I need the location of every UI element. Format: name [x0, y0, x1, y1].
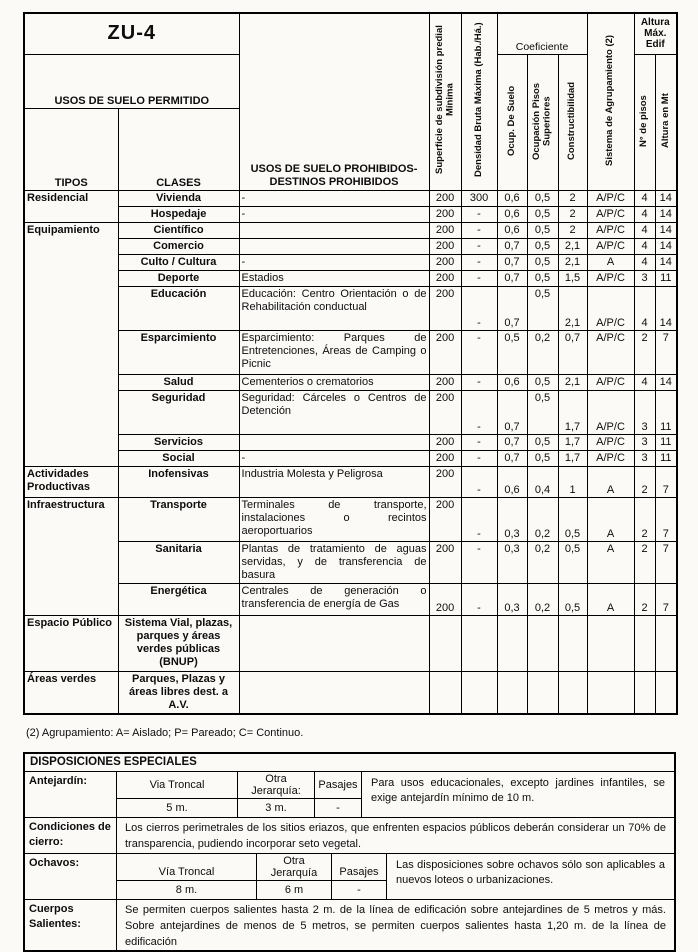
value-cell: 0,5: [558, 541, 587, 583]
value-cell: 1,5: [558, 270, 587, 286]
value-cell: 0,5: [527, 238, 558, 254]
prohibidos-cell: -: [239, 254, 429, 270]
value-cell: 0,5: [527, 286, 558, 330]
value-cell: 2: [634, 466, 655, 497]
column-header-constructibilidad: [558, 54, 587, 190]
value-cell: 2: [558, 206, 587, 222]
antejardin-body: [117, 772, 674, 817]
zoning-row: [24, 541, 677, 583]
clase-cell: Servicios: [118, 434, 239, 450]
zoning-row: [24, 583, 677, 615]
clase-cell: Vivienda: [118, 190, 239, 206]
tipo-cell: Residencial: [24, 190, 118, 222]
subheader-via-troncal: Via Troncal: [117, 772, 238, 798]
prohibidos-cell: [239, 671, 429, 714]
value-cell: -: [461, 583, 497, 615]
value-cell: 0,5: [527, 206, 558, 222]
cuerpos-salientes-label: Cuerpos Salientes:: [25, 900, 117, 950]
value-cell: A/P/C: [587, 286, 634, 330]
column-header-altura-mt: [655, 54, 677, 190]
zoning-row: [24, 466, 677, 497]
zoning-row: [24, 615, 677, 671]
value-cell: 0,2: [527, 583, 558, 615]
value-cell: A/P/C: [587, 190, 634, 206]
column-header-tipos: TIPOS: [24, 108, 118, 190]
subheader-pasajes: Pasajes: [315, 772, 362, 798]
value-cell: 0,6: [497, 374, 527, 390]
value-cell: 0,2: [527, 330, 558, 374]
value-cell: 4: [634, 222, 655, 238]
value-cell: 0,3: [497, 583, 527, 615]
value-cell: 200: [429, 238, 461, 254]
value-cell: 0,5: [527, 222, 558, 238]
value-cell: 0,7: [497, 254, 527, 270]
value-cell: 0,6: [497, 190, 527, 206]
value-cell: -: [461, 330, 497, 374]
tipo-cell: Infraestructura: [24, 497, 118, 615]
value-cell: 14: [655, 238, 677, 254]
column-header-superficie-label: Superficie de subdivisión predial Mínima: [433, 25, 456, 175]
value-cell: 4: [634, 286, 655, 330]
value-cell: 1: [558, 466, 587, 497]
condiciones-cierro-text: Los cierros perimetrales de los sitios eriazos, que enfrenten espacios públicos deberán considerar un 70% de transparencia, pudiendo incorporar seto vegetal.: [125, 822, 666, 850]
value-cell: -: [461, 466, 497, 497]
value-cell: 0,7: [497, 434, 527, 450]
column-header-constructibilidad-label: Constructibilidad: [566, 81, 578, 160]
prohibidos-cell: Plantas de tratamiento de aguas servidas, y de transferencia de basura: [239, 541, 429, 583]
value-cell: 14: [655, 206, 677, 222]
row-ochavos: [25, 854, 674, 900]
condiciones-cierro-label: Condiciones de cierro:: [25, 818, 117, 853]
value-cell: 2,1: [558, 238, 587, 254]
value-cell: 4: [634, 254, 655, 270]
value-cell: [634, 615, 655, 671]
value-cell: 200: [429, 450, 461, 466]
zoning-row: [24, 238, 677, 254]
value-cell: 0,2: [527, 497, 558, 541]
value-cell: 0,5: [527, 450, 558, 466]
prohibidos-cell: Terminales de transporte, instalaciones o recintos aeroportuarios: [239, 497, 429, 541]
value-cell: [461, 615, 497, 671]
zoning-table-body: [24, 190, 677, 714]
value-cell: 200: [429, 541, 461, 583]
row-antejardin: [25, 772, 674, 818]
prohibidos-cell: Cementerios o crematorios: [239, 374, 429, 390]
column-header-ocup-suelo-label: Ocup. De Suelo: [505, 85, 517, 156]
column-header-prohibidos: USOS DE SUELO PROHIBIDOS-DESTINOS PROHIBIDOS: [239, 13, 429, 190]
value-cell: 14: [655, 286, 677, 330]
zoning-row: [24, 286, 677, 330]
value-cell: [587, 671, 634, 714]
value-cell: 0,7: [497, 390, 527, 434]
value-cell: A/P/C: [587, 434, 634, 450]
zoning-row: [24, 434, 677, 450]
value-cell: 0,5: [497, 330, 527, 374]
antejardin-subtable: [117, 772, 362, 817]
tipo-cell: Equipamiento: [24, 222, 118, 466]
prohibidos-cell: [239, 238, 429, 254]
disposiciones-table: [23, 752, 676, 952]
value-cell: 0,5: [527, 270, 558, 286]
value-cell: -: [461, 497, 497, 541]
column-header-superficie: [429, 13, 461, 190]
value-cell: 3: [634, 390, 655, 434]
value-cell: 11: [655, 450, 677, 466]
value-cell: [655, 671, 677, 714]
value-cell: A/P/C: [587, 222, 634, 238]
value-cell: 1,7: [558, 434, 587, 450]
value-cell: 14: [655, 190, 677, 206]
value-cell: 2: [558, 190, 587, 206]
value-cell: 11: [655, 270, 677, 286]
value-cell: 11: [655, 390, 677, 434]
value-cell: 0,5: [558, 583, 587, 615]
clase-cell: Deporte: [118, 270, 239, 286]
column-header-agrupamiento-label: Sistema de Agrupamiento (2): [604, 34, 616, 166]
value-cell: 0,5: [527, 254, 558, 270]
value-cell: [527, 671, 558, 714]
value-cell: -: [461, 434, 497, 450]
value-cell: [497, 671, 527, 714]
prohibidos-cell: Industria Molesta y Peligrosa: [239, 466, 429, 497]
value-cell: [558, 671, 587, 714]
value-cell: -: [461, 374, 497, 390]
zoning-row: [24, 190, 677, 206]
value-cell: -: [461, 222, 497, 238]
value-cell: 2,1: [558, 286, 587, 330]
value-cell: -: [461, 270, 497, 286]
value-cell: 0,3: [497, 497, 527, 541]
value-cell: 0,7: [497, 286, 527, 330]
prohibidos-cell: [239, 615, 429, 671]
value-cell: 7: [655, 541, 677, 583]
value-cell: 200: [429, 286, 461, 330]
ochavos-subtable-headers: [117, 854, 387, 881]
prohibidos-cell: [239, 434, 429, 450]
value-cell: 200: [429, 254, 461, 270]
ochavos-label: Ochavos:: [25, 854, 117, 899]
clase-cell: Energética: [118, 583, 239, 615]
value-cell: 4: [634, 238, 655, 254]
value-cell: A: [587, 583, 634, 615]
tipo-cell: Espacio Público: [24, 615, 118, 671]
value-cell: 2: [634, 497, 655, 541]
value-cell: 200: [429, 434, 461, 450]
value-cell: [429, 615, 461, 671]
clase-cell: Esparcimiento: [118, 330, 239, 374]
clase-cell: Seguridad: [118, 390, 239, 434]
value-cell: A/P/C: [587, 238, 634, 254]
value-cell: -: [461, 390, 497, 434]
value-cell: -: [461, 254, 497, 270]
prohibidos-cell: Estadios: [239, 270, 429, 286]
value-cell: 0,5: [558, 497, 587, 541]
value-cell: [497, 615, 527, 671]
zoning-row: [24, 206, 677, 222]
prohibidos-cell: Centrales de generación o transferencia de energía de Gas: [239, 583, 429, 615]
value-cell: 200: [429, 270, 461, 286]
value-cell: 300: [461, 190, 497, 206]
value-cell: A: [587, 254, 634, 270]
antejardin-subtable-headers: [117, 772, 362, 799]
zoning-row: [24, 450, 677, 466]
column-header-densidad-label: Densidad Bruta Máxima (Hab./Há.): [472, 22, 484, 178]
clase-cell: Sanitaria: [118, 541, 239, 583]
clase-cell: Científico: [118, 222, 239, 238]
zone-code: ZU-4: [24, 13, 239, 54]
value-cell: 2: [634, 541, 655, 583]
disposiciones-title: DISPOSICIONES ESPECIALES: [25, 754, 674, 772]
column-header-n-pisos-label: N° de pisos: [638, 94, 650, 147]
prohibidos-cell: [239, 222, 429, 238]
value-cell: 200: [429, 222, 461, 238]
clase-cell: Transporte: [118, 497, 239, 541]
value-cell: A: [587, 541, 634, 583]
value-cell: 2: [634, 330, 655, 374]
clase-cell: Culto / Cultura: [118, 254, 239, 270]
clase-cell: Parques, Plazas y áreas libres dest. a A.V.: [118, 671, 239, 714]
value-cell: 0,6: [497, 222, 527, 238]
value-cell: 7: [655, 583, 677, 615]
column-header-clases: CLASES: [118, 108, 239, 190]
clase-cell: Sistema Vial, plazas, parques y áreas verdes públicas (BNUP): [118, 615, 239, 671]
value-cell: 0,6: [497, 206, 527, 222]
value-cell: 7: [655, 497, 677, 541]
ochavos-body: [117, 854, 674, 899]
value-cell: 7: [655, 466, 677, 497]
value-cell: -: [461, 286, 497, 330]
value-cell: 0,4: [527, 466, 558, 497]
value-cell: 200: [429, 497, 461, 541]
value-otra-jerarquia: 6 m: [257, 881, 332, 899]
value-otra-jerarquia: 3 m.: [238, 799, 315, 817]
value-cell: 4: [634, 206, 655, 222]
value-cell: 11: [655, 434, 677, 450]
row-condiciones-cierro: [25, 818, 674, 854]
value-cell: -: [461, 206, 497, 222]
value-cell: 3: [634, 270, 655, 286]
value-cell: 1,7: [558, 390, 587, 434]
row-cuerpos-salientes: [25, 900, 674, 950]
value-cell: [634, 671, 655, 714]
column-header-ocup-pisos: [527, 54, 558, 190]
column-header-agrupamiento: [587, 13, 634, 190]
value-cell: A: [587, 497, 634, 541]
zoning-row: [24, 497, 677, 541]
value-cell: 4: [634, 190, 655, 206]
antejardin-subtable-values: [117, 799, 362, 817]
clase-cell: Hospedaje: [118, 206, 239, 222]
value-cell: 7: [655, 330, 677, 374]
value-cell: 200: [429, 206, 461, 222]
value-via-troncal: 8 m.: [117, 881, 257, 899]
zoning-row: [24, 254, 677, 270]
zoning-row: [24, 374, 677, 390]
value-cell: [429, 671, 461, 714]
value-cell: [587, 615, 634, 671]
zoning-row: [24, 390, 677, 434]
value-cell: [461, 671, 497, 714]
clase-cell: Social: [118, 450, 239, 466]
value-pasajes: -: [315, 799, 362, 817]
value-pasajes: -: [332, 881, 387, 899]
value-cell: 200: [429, 374, 461, 390]
antejardin-label: Antejardín:: [25, 772, 117, 817]
value-cell: A/P/C: [587, 450, 634, 466]
subheader-via-troncal: Vía Troncal: [117, 854, 257, 880]
permitted-uses-header: USOS DE SUELO PERMITIDO: [24, 54, 239, 108]
value-cell: A/P/C: [587, 206, 634, 222]
value-cell: A/P/C: [587, 330, 634, 374]
prohibidos-cell: Educación: Centro Orientación o de Rehabilitación conductual: [239, 286, 429, 330]
value-cell: 2,1: [558, 374, 587, 390]
value-cell: A/P/C: [587, 270, 634, 286]
value-cell: [558, 615, 587, 671]
clase-cell: Inofensivas: [118, 466, 239, 497]
column-header-ocup-pisos-label: Ocupación Pisos Superiores: [531, 81, 553, 160]
prohibidos-cell: -: [239, 190, 429, 206]
column-header-coeficiente: Coeficiente: [497, 13, 587, 54]
ochavos-subtable-values: [117, 881, 387, 899]
value-cell: 4: [634, 374, 655, 390]
column-header-ocup-suelo: [497, 54, 527, 190]
clase-cell: Comercio: [118, 238, 239, 254]
value-cell: 200: [429, 390, 461, 434]
subheader-pasajes: Pasajes: [332, 854, 387, 880]
value-cell: 0,6: [497, 466, 527, 497]
value-cell: A/P/C: [587, 390, 634, 434]
value-cell: A: [587, 466, 634, 497]
value-cell: 1,7: [558, 450, 587, 466]
value-cell: 200: [429, 330, 461, 374]
value-cell: 0,7: [497, 270, 527, 286]
subheader-otra-jerarquia: Otra Jerarquía: [257, 854, 332, 880]
value-cell: 0,5: [527, 434, 558, 450]
column-header-n-pisos: [634, 54, 655, 190]
value-cell: 14: [655, 222, 677, 238]
value-cell: 200: [429, 190, 461, 206]
prohibidos-cell: Seguridad: Cárceles o Centros de Detención: [239, 390, 429, 434]
value-cell: 0,7: [497, 238, 527, 254]
antejardin-note: Para usos educacionales, excepto jardines infantiles, se exige antejardín mínimo de 10 m.: [371, 777, 665, 804]
column-header-densidad: [461, 13, 497, 190]
column-header-altura-mt-label: Altura en Mt: [659, 93, 671, 148]
value-cell: 14: [655, 254, 677, 270]
value-cell: 2: [634, 583, 655, 615]
zoning-row: [24, 671, 677, 714]
column-header-altura-max: Altura Máx. Edif: [634, 13, 677, 54]
ochavos-note: Las disposiciones sobre ochavos sólo son aplicables a nuevos loteos o urbanizaciones.: [396, 859, 665, 886]
value-cell: [655, 615, 677, 671]
value-cell: 0,7: [497, 450, 527, 466]
value-cell: 200: [429, 466, 461, 497]
value-cell: 0,5: [527, 374, 558, 390]
value-cell: -: [461, 238, 497, 254]
prohibidos-cell: -: [239, 206, 429, 222]
zoning-row: [24, 330, 677, 374]
ochavos-subtable: [117, 854, 387, 899]
value-cell: 200: [429, 583, 461, 615]
value-cell: A/P/C: [587, 374, 634, 390]
value-cell: 3: [634, 434, 655, 450]
value-cell: 14: [655, 374, 677, 390]
zoning-table: [23, 12, 678, 715]
clase-cell: Salud: [118, 374, 239, 390]
prohibidos-cell: -: [239, 450, 429, 466]
value-cell: 3: [634, 450, 655, 466]
subheader-otra-jerarquia: Otra Jerarquía:: [238, 772, 315, 798]
tipo-cell: Actividades Productivas: [24, 466, 118, 497]
agrupamiento-footnote: (2) Agrupamiento: A= Aislado; P= Pareado; C= Continuo.: [26, 727, 304, 739]
clase-cell: Educación: [118, 286, 239, 330]
value-cell: 2,1: [558, 254, 587, 270]
value-cell: [527, 615, 558, 671]
value-cell: -: [461, 450, 497, 466]
value-cell: 0,7: [558, 330, 587, 374]
zoning-row: [24, 270, 677, 286]
value-cell: 2: [558, 222, 587, 238]
value-cell: 0,5: [527, 190, 558, 206]
value-via-troncal: 5 m.: [117, 799, 238, 817]
zoning-row: [24, 222, 677, 238]
value-cell: 0,2: [527, 541, 558, 583]
prohibidos-cell: Esparcimiento: Parques de Entretenciones, Áreas de Camping o Picnic: [239, 330, 429, 374]
cuerpos-salientes-text: Se permiten cuerpos salientes hasta 2 m. de la línea de edificación sobre antejardines de 5 metros y más. Sobre antejardines de menos de 5 metros, se permiten cuerpos salientes hasta 1,20 m. de la línea de edificación: [125, 904, 666, 948]
value-cell: 0,5: [527, 390, 558, 434]
value-cell: 0,3: [497, 541, 527, 583]
tipo-cell: Áreas verdes: [24, 671, 118, 714]
value-cell: -: [461, 541, 497, 583]
